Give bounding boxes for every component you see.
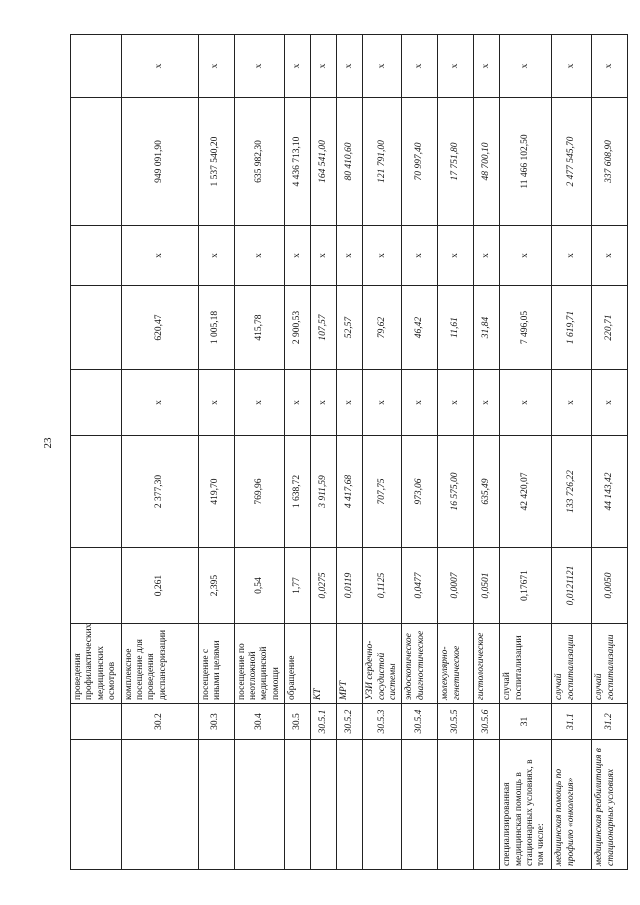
norm-value-cell: 0,0119 bbox=[337, 548, 363, 624]
section-cell bbox=[474, 740, 500, 870]
section-cell bbox=[337, 740, 363, 870]
norm-value-cell: 0,0477 bbox=[402, 548, 438, 624]
code-cell: 30.5.5 bbox=[438, 704, 474, 740]
table-row bbox=[552, 35, 592, 870]
x-mark-cell-3: х bbox=[402, 35, 438, 98]
x-mark-cell-1: х bbox=[337, 370, 363, 436]
cost-value-cell: 16 575,00 bbox=[438, 436, 474, 548]
unit-cell: посещение по неотложной медицинской помощи bbox=[234, 624, 285, 704]
code-cell: 30.5.4 bbox=[402, 704, 438, 740]
code-cell bbox=[71, 704, 122, 740]
x-mark-cell-2: х bbox=[121, 226, 198, 286]
x-mark-cell-3 bbox=[71, 35, 122, 98]
code-cell: 30.5.6 bbox=[474, 704, 500, 740]
norm-value-cell: 1,77 bbox=[285, 548, 311, 624]
table-row bbox=[500, 35, 552, 870]
x-mark-cell-1: х bbox=[402, 370, 438, 436]
total-sum-cell: 2 477 545,70 bbox=[552, 98, 592, 226]
section-cell: специализированная медицинская помощь в стационарных условиях, в том числе: bbox=[500, 740, 552, 870]
norm-value-cell: 0,0501 bbox=[474, 548, 500, 624]
cost-value-cell: 973,06 bbox=[402, 436, 438, 548]
table-row bbox=[337, 35, 363, 870]
section-cell bbox=[402, 740, 438, 870]
cost-value-cell: 44 143,42 bbox=[592, 436, 628, 548]
table-row bbox=[402, 35, 438, 870]
norm-value-cell: 2,395 bbox=[198, 548, 234, 624]
norm-value-cell: 0,17671 bbox=[500, 548, 552, 624]
code-cell: 31.1 bbox=[552, 704, 592, 740]
x-mark-cell-1: х bbox=[234, 370, 285, 436]
section-cell bbox=[198, 740, 234, 870]
cost-value-cell: 1 638,72 bbox=[285, 436, 311, 548]
norm-value-cell: 0,1125 bbox=[363, 548, 402, 624]
total-sum-cell: 4 436 713,10 bbox=[285, 98, 311, 226]
cost-value-cell: 419,70 bbox=[198, 436, 234, 548]
section-cell bbox=[121, 740, 198, 870]
section-cell bbox=[71, 740, 122, 870]
norm-value-cell: 0,0275 bbox=[311, 548, 337, 624]
x-mark-cell-1: х bbox=[552, 370, 592, 436]
x-mark-cell-2: х bbox=[311, 226, 337, 286]
x-mark-cell-3: х bbox=[500, 35, 552, 98]
total-sum-cell: 121 791,00 bbox=[363, 98, 402, 226]
code-cell: 30.5 bbox=[285, 704, 311, 740]
unit-cell: случай госпитализации bbox=[552, 624, 592, 704]
table-row bbox=[121, 35, 198, 870]
x-mark-cell-1: х bbox=[285, 370, 311, 436]
tariff-table bbox=[70, 34, 628, 870]
per-capita-cell: 107,57 bbox=[311, 286, 337, 370]
x-mark-cell-2: х bbox=[552, 226, 592, 286]
code-cell: 30.2 bbox=[121, 704, 198, 740]
code-cell: 30.4 bbox=[234, 704, 285, 740]
unit-cell: МРТ bbox=[337, 624, 363, 704]
per-capita-cell: 1 005,18 bbox=[198, 286, 234, 370]
x-mark-cell-2: х bbox=[402, 226, 438, 286]
cost-value-cell: 707,75 bbox=[363, 436, 402, 548]
x-mark-cell-2: х bbox=[337, 226, 363, 286]
per-capita-cell: 415,78 bbox=[234, 286, 285, 370]
section-cell bbox=[363, 740, 402, 870]
table-row bbox=[285, 35, 311, 870]
cost-value-cell: 4 417,68 bbox=[337, 436, 363, 548]
total-sum-cell: 70 997,40 bbox=[402, 98, 438, 226]
section-cell bbox=[311, 740, 337, 870]
unit-cell: случай госпитализации bbox=[592, 624, 628, 704]
per-capita-cell: 11,61 bbox=[438, 286, 474, 370]
x-mark-cell-3: х bbox=[438, 35, 474, 98]
per-capita-cell: 220,71 bbox=[592, 286, 628, 370]
total-sum-cell: 80 410,60 bbox=[337, 98, 363, 226]
norm-value-cell: 0,0050 bbox=[592, 548, 628, 624]
x-mark-cell-3: х bbox=[552, 35, 592, 98]
x-mark-cell-3: х bbox=[198, 35, 234, 98]
per-capita-cell: 46,42 bbox=[402, 286, 438, 370]
unit-cell: комплексное посещение для проведения диспансеризации bbox=[121, 624, 198, 704]
x-mark-cell-1: х bbox=[198, 370, 234, 436]
cost-value-cell bbox=[71, 436, 122, 548]
table-row bbox=[311, 35, 337, 870]
section-cell bbox=[438, 740, 474, 870]
per-capita-cell: 31,84 bbox=[474, 286, 500, 370]
x-mark-cell-1: х bbox=[592, 370, 628, 436]
unit-cell: молекулярно-генетическое bbox=[438, 624, 474, 704]
x-mark-cell-1 bbox=[71, 370, 122, 436]
cost-value-cell: 42 420,07 bbox=[500, 436, 552, 548]
norm-value-cell: 0,54 bbox=[234, 548, 285, 624]
table-row bbox=[438, 35, 474, 870]
x-mark-cell-3: х bbox=[592, 35, 628, 98]
x-mark-cell-2: х bbox=[474, 226, 500, 286]
per-capita-cell: 2 900,53 bbox=[285, 286, 311, 370]
total-sum-cell: 635 982,30 bbox=[234, 98, 285, 226]
table-row bbox=[592, 35, 628, 870]
code-cell: 30.3 bbox=[198, 704, 234, 740]
x-mark-cell-1: х bbox=[474, 370, 500, 436]
x-mark-cell-2: х bbox=[234, 226, 285, 286]
total-sum-cell: 11 466 102,50 bbox=[500, 98, 552, 226]
x-mark-cell-2: х bbox=[500, 226, 552, 286]
section-cell bbox=[285, 740, 311, 870]
per-capita-cell: 52,57 bbox=[337, 286, 363, 370]
x-mark-cell-1: х bbox=[121, 370, 198, 436]
x-mark-cell-1: х bbox=[311, 370, 337, 436]
code-cell: 31.2 bbox=[592, 704, 628, 740]
norm-value-cell: 0,261 bbox=[121, 548, 198, 624]
table-row bbox=[71, 35, 122, 870]
table-row bbox=[363, 35, 402, 870]
total-sum-cell bbox=[71, 98, 122, 226]
x-mark-cell-2 bbox=[71, 226, 122, 286]
x-mark-cell-2: х bbox=[592, 226, 628, 286]
x-mark-cell-2: х bbox=[198, 226, 234, 286]
unit-cell: эндоскопическое диагностическое bbox=[402, 624, 438, 704]
unit-cell: КТ bbox=[311, 624, 337, 704]
total-sum-cell: 337 608,90 bbox=[592, 98, 628, 226]
table-row bbox=[474, 35, 500, 870]
total-sum-cell: 17 751,80 bbox=[438, 98, 474, 226]
x-mark-cell-3: х bbox=[363, 35, 402, 98]
per-capita-cell: 7 496,05 bbox=[500, 286, 552, 370]
total-sum-cell: 1 537 540,20 bbox=[198, 98, 234, 226]
unit-cell: УЗИ сердечно-сосудистой системы bbox=[363, 624, 402, 704]
total-sum-cell: 164 541,00 bbox=[311, 98, 337, 226]
x-mark-cell-3: х bbox=[474, 35, 500, 98]
norm-value-cell: 0,0121121 bbox=[552, 548, 592, 624]
section-cell: медицинская помощь по профилю «онкология» bbox=[552, 740, 592, 870]
x-mark-cell-3: х bbox=[121, 35, 198, 98]
unit-cell: обращение bbox=[285, 624, 311, 704]
norm-value-cell bbox=[71, 548, 122, 624]
cost-value-cell: 133 726,22 bbox=[552, 436, 592, 548]
x-mark-cell-3: х bbox=[337, 35, 363, 98]
x-mark-cell-1: х bbox=[500, 370, 552, 436]
table-row bbox=[234, 35, 285, 870]
unit-cell: гистологическое bbox=[474, 624, 500, 704]
norm-value-cell: 0,0007 bbox=[438, 548, 474, 624]
cost-value-cell: 2 377,30 bbox=[121, 436, 198, 548]
x-mark-cell-1: х bbox=[363, 370, 402, 436]
cost-value-cell: 3 911,59 bbox=[311, 436, 337, 548]
code-cell: 30.5.3 bbox=[363, 704, 402, 740]
code-cell: 31 bbox=[500, 704, 552, 740]
cost-value-cell: 635,49 bbox=[474, 436, 500, 548]
page-number: 23 bbox=[42, 437, 54, 449]
x-mark-cell-1: х bbox=[438, 370, 474, 436]
x-mark-cell-2: х bbox=[363, 226, 402, 286]
code-cell: 30.5.1 bbox=[311, 704, 337, 740]
per-capita-cell bbox=[71, 286, 122, 370]
total-sum-cell: 48 700,10 bbox=[474, 98, 500, 226]
x-mark-cell-2: х bbox=[438, 226, 474, 286]
section-cell: медицинская реабилитация в стационарных условиях bbox=[592, 740, 628, 870]
unit-cell: посещение с иными целями bbox=[198, 624, 234, 704]
unit-cell: случай госпитализации bbox=[500, 624, 552, 704]
per-capita-cell: 1 619,71 bbox=[552, 286, 592, 370]
section-cell bbox=[234, 740, 285, 870]
total-sum-cell: 949 091,90 bbox=[121, 98, 198, 226]
x-mark-cell-3: х bbox=[285, 35, 311, 98]
table-row bbox=[198, 35, 234, 870]
x-mark-cell-2: х bbox=[285, 226, 311, 286]
x-mark-cell-3: х bbox=[311, 35, 337, 98]
per-capita-cell: 620,47 bbox=[121, 286, 198, 370]
per-capita-cell: 79,62 bbox=[363, 286, 402, 370]
rotated-table-container bbox=[70, 35, 640, 870]
cost-value-cell: 769,96 bbox=[234, 436, 285, 548]
x-mark-cell-3: х bbox=[234, 35, 285, 98]
code-cell: 30.5.2 bbox=[337, 704, 363, 740]
unit-cell: проведения профилактических медицинских осмотров bbox=[71, 624, 122, 704]
